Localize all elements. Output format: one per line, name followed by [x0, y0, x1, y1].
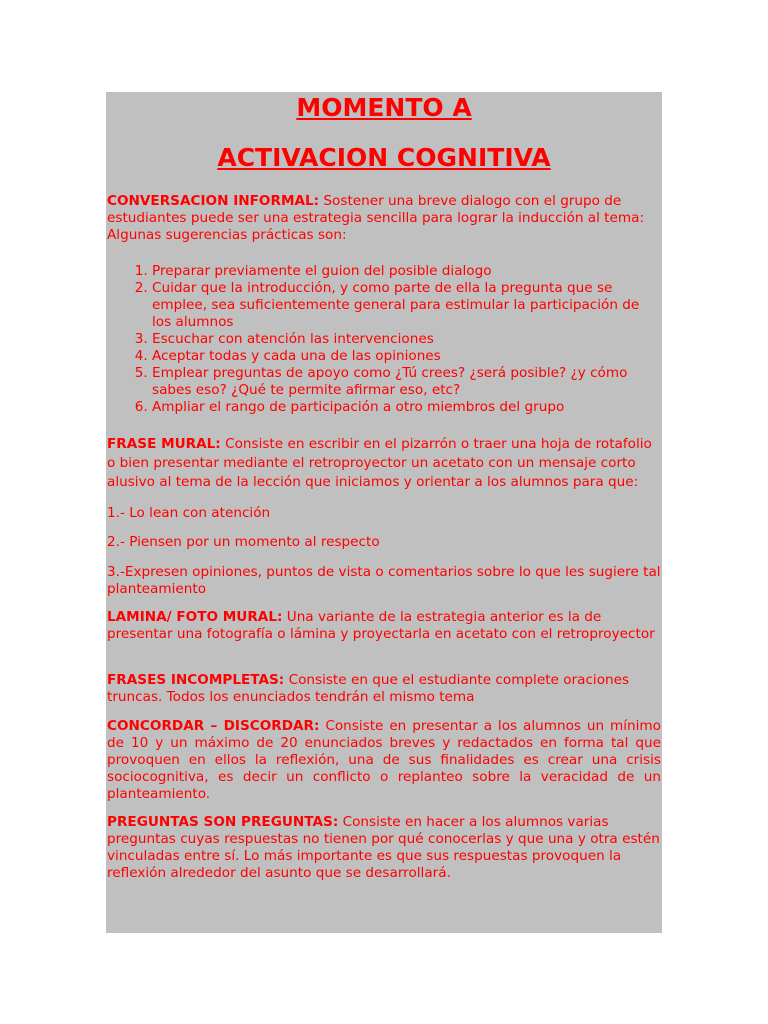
step-item: 1.- Lo lean con atención: [107, 505, 271, 521]
preguntas-paragraph: [107, 814, 661, 882]
list-item: 5. Emplear preguntas de apoyo como ¿Tú crees? ¿será posible? ¿y cómo sabes eso? ¿Qué te permite afirmar eso, etc?: [152, 365, 661, 399]
frase-label: FRASE MURAL:: [107, 436, 221, 452]
frase-paragraph: [107, 435, 661, 492]
concordar-text: Consiste en presentar a los alumnos un mínimo de 10 y un máximo de 20 enunciados breves y redactados en forma tal que provoquen en ellos la reflexión, una de sus finalidades es crear una crisis sociocognitiva, es decir un conflicto o replanteo sobre la veracidad de un planteamiento.: [107, 718, 661, 802]
concordar-paragraph: [107, 718, 661, 803]
frases-label: FRASES INCOMPLETAS:: [107, 672, 285, 688]
conversacion-text: Sostener una breve dialogo con el grupo de estudiantes puede ser una estrategia sencilla para lograr la inducción al tema: Algunas sugerencias prácticas son:: [107, 193, 645, 243]
frases-paragraph: [107, 672, 661, 706]
list-item: 2. Cuidar que la introducción, y como parte de ella la pregunta que se emplee, sea suficientemente general para estimular la participación de los alumnos: [152, 280, 661, 331]
concordar-label: CONCORDAR – DISCORDAR:: [107, 718, 320, 734]
list-item: 3. Escuchar con atención las intervenciones: [152, 331, 661, 348]
list-item: 6. Ampliar el rango de participación a otro miembros del grupo: [152, 399, 661, 416]
conversacion-label: CONVERSACION INFORMAL:: [107, 193, 320, 209]
step-item: 3.-Expresen opiniones, puntos de vista o comentarios sobre lo que les sugiere tal planteamiento: [107, 564, 661, 597]
frase-text: Consiste en escribir en el pizarrón o traer una hoja de rotafolio o bien presentar mediante el retroproyector un acetato con un mensaje corto alusivo al tema de la lección que iniciamos y orientar a los alumnos para que:: [107, 436, 652, 490]
document-subtitle: ACTIVACION COGNITIVA: [217, 143, 551, 172]
suggestions-list: [107, 263, 661, 416]
lamina-paragraph: [107, 609, 661, 643]
step-item: 2.- Piensen por un momento al respecto: [107, 534, 380, 550]
document-title: MOMENTO A: [296, 93, 472, 122]
preguntas-text: Consiste en hacer a los alumnos varias preguntas cuyas respuestas no tienen por qué conocerlas y que una y otra estén vinculadas entre sí. Lo más importante es que sus respuestas provoquen la reflexión alrededor del asunto que se desarrollará.: [107, 814, 660, 881]
list-item: 4. Aceptar todas y cada una de las opiniones: [152, 348, 661, 365]
lamina-label: LAMINA/ FOTO MURAL:: [107, 609, 283, 625]
preguntas-label: PREGUNTAS SON PREGUNTAS:: [107, 814, 339, 830]
conversacion-paragraph: [107, 193, 661, 244]
lamina-text: Una variante de la estrategia anterior es la de presentar una fotografía o lámina y proyectarla en acetato con el retroproyector: [107, 609, 655, 642]
frases-text: Consiste en que el estudiante complete oraciones truncas. Todos los enunciados tendrán el mismo tema: [107, 672, 630, 705]
list-item: 1. Preparar previamente el guion del posible dialogo: [152, 263, 661, 280]
